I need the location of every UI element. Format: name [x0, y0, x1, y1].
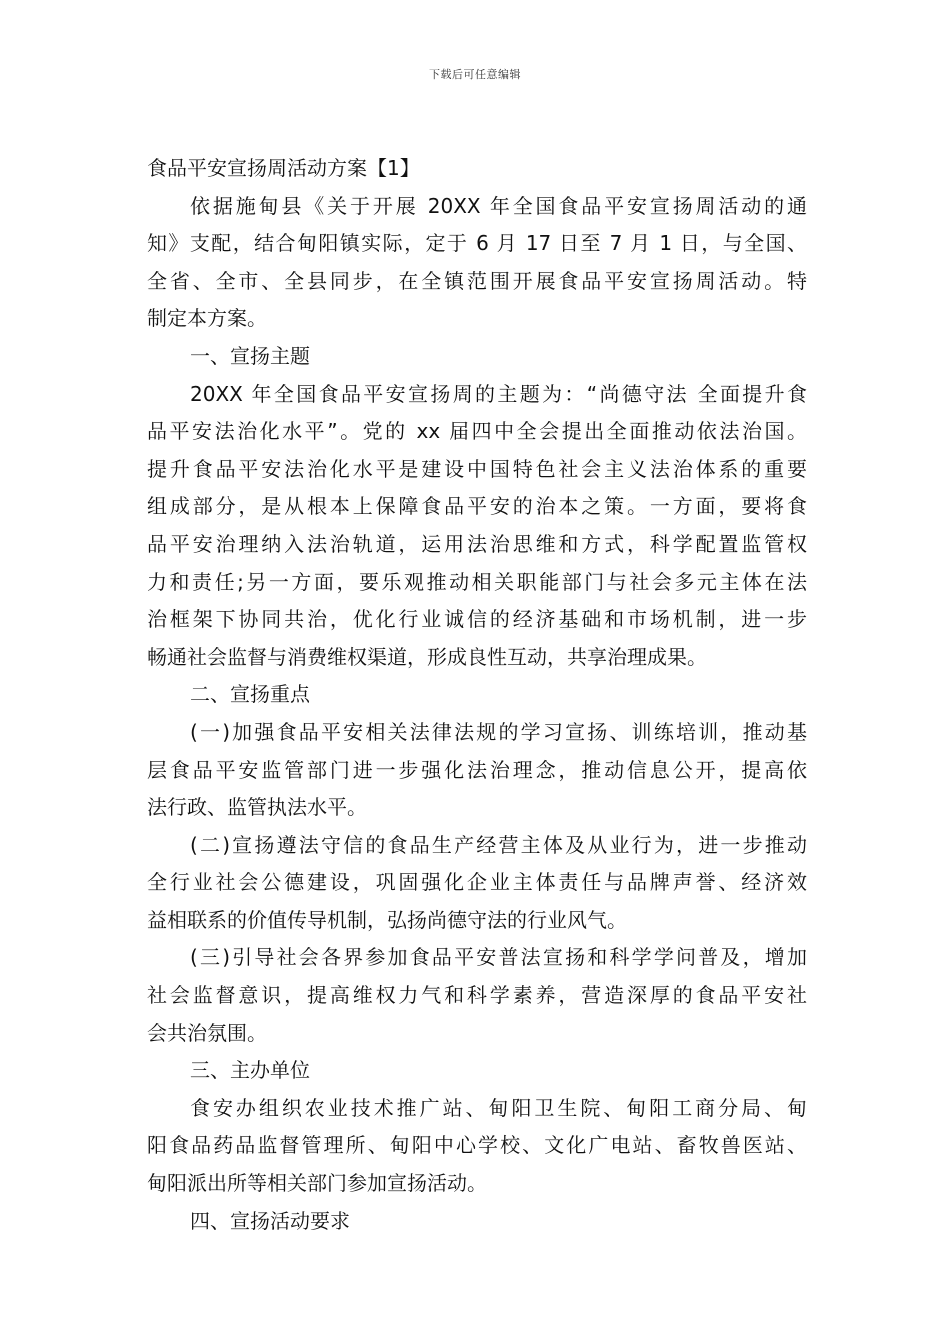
paragraph-line: (二)宣扬遵法守信的食品生产经营主体及从业行为，进一步推动 [190, 832, 807, 857]
paragraph-line: 益相联系的价值传导机制，弘扬尚德守法的行业风气。 [147, 907, 627, 932]
document-title: 食品平安宣扬周活动方案【1】 [147, 156, 420, 180]
paragraph-line: 甸阳派出所等相关部门参加宣扬活动。 [147, 1171, 487, 1196]
paragraph-line: 组成部分，是从根本上保障食品平安的治本之策。一方面，要将食 [147, 494, 807, 519]
paragraph-line: 会共治氛围。 [147, 1020, 267, 1045]
paragraph-line: 治框架下协同共治，优化行业诚信的经济基础和市场机制，进一步 [147, 607, 807, 632]
paragraph-line: 力和责任;另一方面，要乐观推动相关职能部门与社会多元主体在法 [147, 569, 807, 594]
paragraph [147, 1052, 807, 1090]
paragraph-line: 法行政、监管执法水平。 [147, 795, 367, 820]
paragraph-line: 一、宣扬主题 [190, 343, 310, 368]
paragraph-line: 制定本方案。 [147, 306, 267, 331]
paragraph-line: 20XX 年全国食品平安宣扬周的主题为：“尚德守法 全面提升食 [190, 381, 807, 406]
paragraph-line: 层食品平安监管部门进一步强化法治理念，推动信息公开，提高依 [147, 757, 807, 782]
paragraph-line: 知》支配，结合甸阳镇实际，定于 6 月 17 日至 7 月 1 日，与全国、 [147, 231, 807, 256]
paragraph-line: 社会监督意识，提高维权力气和科学素养，营造深厚的食品平安社 [147, 983, 807, 1008]
document-body [147, 150, 807, 1240]
paragraph-line: 三、主办单位 [190, 1058, 310, 1083]
paragraph [147, 714, 807, 827]
paragraph-line: 二、宣扬重点 [190, 682, 310, 707]
paragraph [147, 376, 807, 677]
paragraph [147, 1203, 807, 1241]
paragraph-line: 依据施甸县《关于开展 20XX 年全国食品平安宣扬周活动的通 [190, 193, 807, 218]
paragraph-line: (一)加强食品平安相关法律法规的学习宣扬、训练培训，推动基 [190, 719, 807, 744]
paragraph-line: 阳食品药品监督管理所、甸阳中心学校、文化广电站、畜牧兽医站、 [147, 1133, 807, 1158]
paragraph [147, 338, 807, 376]
paragraph-line: (三)引导社会各界参加食品平安普法宣扬和科学学问普及，增加 [190, 945, 807, 970]
paragraph-line: 提升食品平安法治化水平是建设中国特色社会主义法治体系的重要 [147, 456, 807, 481]
paragraph-line: 畅通社会监督与消费维权渠道，形成良性互动，共享治理成果。 [147, 644, 707, 669]
paragraph-container [147, 188, 807, 1241]
paragraph-line: 食安办组织农业技术推广站、甸阳卫生院、甸阳工商分局、甸 [190, 1095, 807, 1120]
paragraph-line: 全省、全市、全县同步，在全镇范围开展食品平安宣扬周活动。特 [147, 268, 807, 293]
paragraph-line: 品平安法治化水平”。党的 xx 届四中全会提出全面推动依法治国。 [147, 419, 807, 444]
paragraph [147, 188, 807, 338]
paragraph-line: 四、宣扬活动要求 [190, 1208, 350, 1233]
paragraph-line: 品平安治理纳入法治轨道，运用法治思维和方式，科学配置监管权 [147, 531, 807, 556]
page-header-note: 下载后可任意编辑 [429, 68, 521, 81]
paragraph [147, 939, 807, 1052]
paragraph [147, 676, 807, 714]
paragraph-line: 全行业社会公德建设，巩固强化企业主体责任与品牌声誉、经济效 [147, 870, 807, 895]
paragraph [147, 827, 807, 940]
paragraph [147, 1090, 807, 1203]
